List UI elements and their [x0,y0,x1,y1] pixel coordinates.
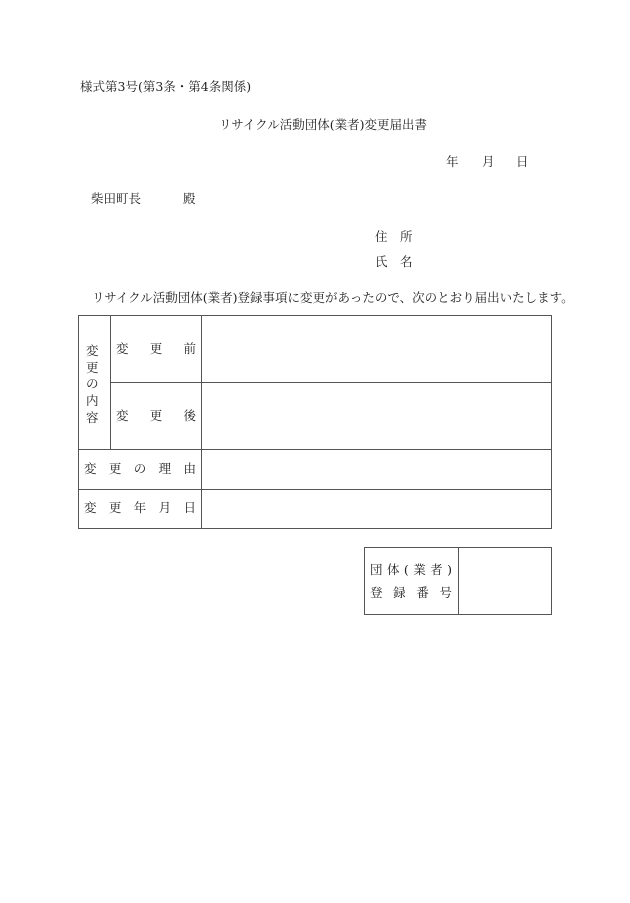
date-day-label: 日 [516,154,529,169]
registration-label-line2: 登録番号 [370,585,452,600]
char: 更 [86,359,99,375]
after-change-field[interactable] [202,383,551,449]
change-content-label [86,343,100,427]
registration-label-line1: 団体(業者) [370,562,452,577]
document-title: リサイクル活動団体(業者)変更届出書 [219,117,428,132]
statement-text: リサイクル活動団体(業者)登録事項に変更があったので、次のとおり届出いたします。 [92,290,574,305]
char: 変 [86,343,99,358]
date-year-label: 年 [446,154,459,169]
char: 容 [86,409,99,425]
form-number: 様式第3号(第3条・第4条関係) [80,79,252,94]
name-label: 氏 名 [375,254,413,269]
before-change-label: 変更前 [116,341,196,356]
registration-number-field[interactable] [459,548,551,614]
date-month-label: 月 [482,154,495,169]
addressee-name: 柴田町長 [91,191,142,206]
addressee-honorific: 殿 [183,191,196,206]
change-date-label: 変更年月日 [84,500,196,515]
after-change-label: 変更後 [116,408,196,423]
change-date-field[interactable] [202,490,551,528]
char: の [86,376,99,392]
before-change-field[interactable] [202,316,551,382]
address-label: 住 所 [375,229,413,244]
change-reason-field[interactable] [202,450,551,489]
char: 内 [86,393,99,409]
change-reason-label: 変更の理由 [84,461,196,476]
